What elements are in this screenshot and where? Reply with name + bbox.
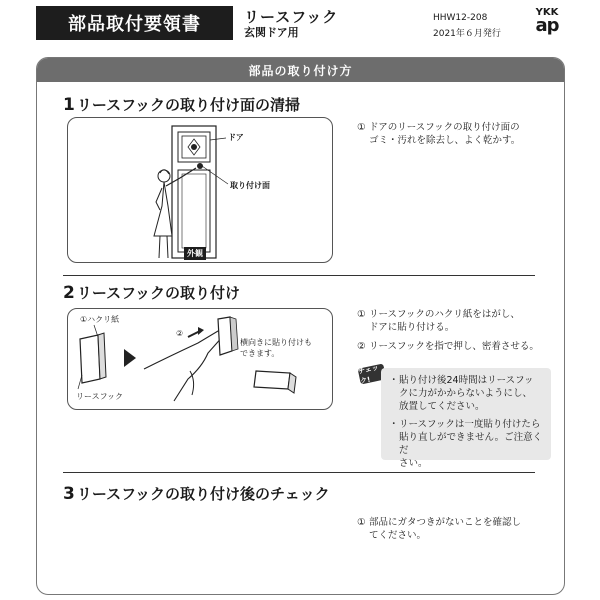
product-subtitle: 玄関ドア用 xyxy=(244,26,299,39)
door-cleaning-illustration xyxy=(68,118,334,264)
brand-logo xyxy=(530,8,564,35)
caution-line: ・ リースフックは一度貼り付けたら xyxy=(389,419,541,430)
note-line: ① ドアのリースフックの取り付け面の xyxy=(357,122,520,133)
note-line: ① リースフックのハクリ紙をはがし、 xyxy=(357,309,520,320)
step-2-illustration xyxy=(67,308,333,410)
release-paper-label: ①ハクリ紙 xyxy=(80,315,120,324)
caution-box xyxy=(381,368,551,469)
note-line: ① 部品にガタつきがないことを確認し xyxy=(357,517,522,528)
step-2-heading xyxy=(63,282,240,303)
step-2-number: 2 xyxy=(63,283,75,303)
product-name: リースフック xyxy=(244,8,339,26)
orientation-note-line2: できます。 xyxy=(240,349,280,358)
step-1-number: 1 xyxy=(63,95,75,115)
step-1-illustration xyxy=(67,117,333,263)
document-date: 2021年６月発行 xyxy=(433,29,501,39)
step-1-heading xyxy=(63,94,300,115)
note-line: ② リースフックを指で押し、密着させる。 xyxy=(357,341,539,352)
logo-bottom-text: ap xyxy=(535,15,559,36)
step-3-title: リースフックの取り付け後のチェック xyxy=(76,485,330,503)
mount-face-label: 取り付け面 xyxy=(230,181,270,190)
section-divider xyxy=(63,275,535,276)
caution-line: クに力がかからないようにし、 xyxy=(399,388,533,399)
step-1-title: リースフックの取り付け面の清掃 xyxy=(76,96,301,114)
caution-line: 貼り直しができません。ご注意くだ xyxy=(399,432,543,456)
caution-line: ・ 貼り付け後24時間はリースフッ xyxy=(389,375,534,386)
step-3-number: 3 xyxy=(63,484,75,504)
step-2-marker: ② xyxy=(176,329,184,338)
step-2-title: リースフックの取り付け xyxy=(76,284,241,302)
door-label: ドア xyxy=(228,133,244,142)
step-2-notes xyxy=(357,308,557,353)
step-1-notes xyxy=(357,121,557,147)
panel-title: 部品の取り付け方 xyxy=(37,58,564,82)
instruction-panel xyxy=(36,57,565,595)
step-3-notes xyxy=(357,516,557,542)
check-badge: チェック! xyxy=(358,363,387,384)
caution-line: 放置してください。 xyxy=(399,401,485,412)
step-3-heading xyxy=(63,483,330,504)
note-line: ゴミ・汚れを除去し、よく乾かす。 xyxy=(369,135,521,146)
exterior-label: 外観 xyxy=(184,247,206,260)
note-line: ドアに貼り付ける。 xyxy=(369,322,455,333)
document-type-title: 部品取付要領書 xyxy=(36,6,233,40)
orientation-note-line1: 横向きに貼り付けも xyxy=(240,338,312,347)
logo-top-text: YKK xyxy=(535,7,559,18)
caution-line: さい。 xyxy=(399,458,428,469)
document-code: HHW12-208 xyxy=(433,13,488,23)
hook-label: リースフック xyxy=(76,392,124,401)
note-line: てください。 xyxy=(369,530,427,541)
section-divider xyxy=(63,472,535,473)
